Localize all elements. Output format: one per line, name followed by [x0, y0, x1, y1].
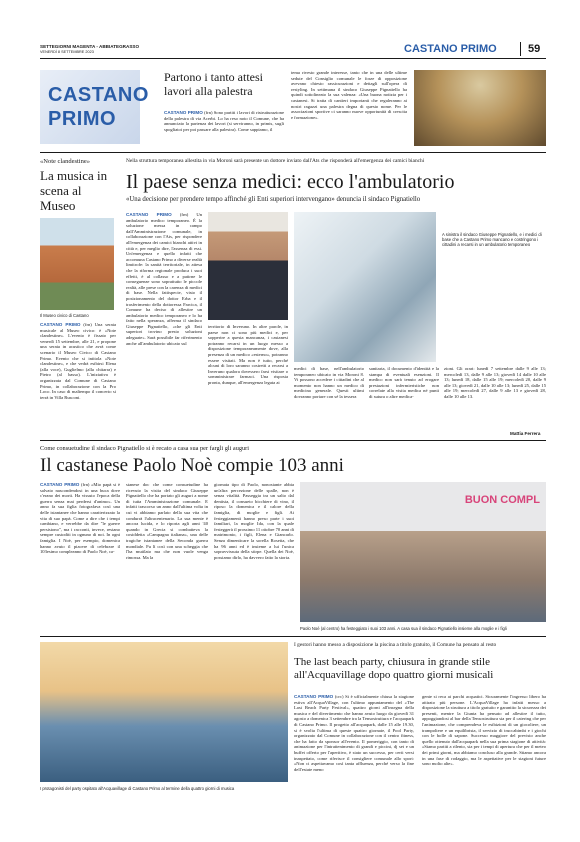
clinic-body-col5: zioni. Gli orari: lunedì 7 settembre dalle 9 alle 13; mercoledì 13, dalle 9 alle 13; giovedì 14 dalle 10 alle 13; lunedì 18, dalle 15 alle 19; mercoledì 20, dalle 9 alle 13; giovedì 21, dalle 10 alle 13; lunedì 25, dalle 15 alle 19; mercoledì 27, dalle 9 alle 13 e giovedì 28, dalle 10 alle 13. — [444, 366, 546, 399]
gym-bottom-rule — [40, 152, 546, 153]
birthday-photo-caption: Paolo Noè (al centro) ha festeggiato i suoi 103 anni. A casa sua il sindaco Pignatiello insieme alla moglie e i figli — [300, 626, 507, 631]
birthday-body-col3: giornata tipo di Paolo, nonostante abbia un'altra percezione delle spalle, non è senza vitalità. Passeggia tra un salto dal dentista, il consueto bicchiere di vino, il riposo la domenica e il calore della famiglia, di moglie e figli. Ai festeggiamenti hanno preso parte i suoi familiari, la moglie Ida, con la quale festeggerà il prossimo 11 ottobre 70 anni di matrimonio, i figli, Elena e Giancarlo. Senza dimenticare la sorella Rosetta, che ha 96 anni ed è insieme a lui l'unica sopravvissuta della stirpe. Quella dei Noè, possiamo dirlo, ha davvero fatto la storia. — [214, 482, 294, 560]
issue-date: VENERDÌ 8 SETTEMBRE 2023 — [40, 50, 94, 54]
birthday-kicker: Come consuetudine il sindaco Pignatiello si è recato a casa sua per fargli gli auguri — [40, 445, 250, 452]
birthday-title: Il castanese Paolo Noè compie 103 anni — [40, 455, 344, 476]
page-number: 59 — [528, 43, 541, 55]
museum-title: La musica in scena al Museo — [40, 168, 108, 213]
mayor-photo — [208, 212, 288, 320]
gym-photo — [414, 70, 546, 146]
party-photo-caption: I protagonisti del party ospitato all'Acquavillage di Castano Primo al termine della quattro giorni di musica — [40, 786, 235, 791]
gym-article-text-col1: (frn) Sono partiti i lavori di ristrutturazione della palestra di via Acerbi. Lo ha reso noto il Comune, che ha annunciato la partenza dei lavori (si serviranno, in primis, sugli spogliatoi per poi passare alla palestra). Come sappiamo, il — [164, 110, 284, 132]
clinic-photo-caption: A sinistra il sindaco Giuseppe Pignatiello, e i medici di base che a Castano Primo mancano e costringono i cittadini a recarsi in un ambulatorio temporaneo — [442, 232, 542, 248]
museum-body — [40, 322, 116, 400]
clinic-author: Mattia Ferrera — [510, 431, 541, 436]
header-divider — [520, 42, 521, 56]
party-title: The last beach party, chiusura in grande stile all'Acquavillage dopo quattro giorni musicali — [294, 656, 494, 681]
party-body-col1 — [294, 694, 414, 772]
clinic-body-col3: medici di base, nell'ambulatorio temporaneo ubicato in via Moroni 8. Vi possono accedere i cittadini che al momento non hanno un medico di medicina generale. Questi ultimi dovranno portare con sé la tessera — [294, 366, 364, 399]
clinic-text-col1: (frn) Un ambulatorio medico temporaneo. È la soluzione messa in campo dall'Amministrazione comunale, in collaborazione con l'Ats, per rispondere all'emergenza dei camici bianchi attivi in città e, per meglio dire, l'assenza di essi. Un'emergenza e quello infatti che accomuna Castano Primo a diverse realtà limitrofe: la sanità territoriale, in attesa che la riforma regionale produca i suoi effetti, è al collasso e a patirne le conseguenze sono soprattutto le piccole realtà, alle prese con la carenza di medici di base. Nella fattispecie, visto il posizionamento del dottor Erba e il trasferimento della dottoressa Farcica, il Comune ha deciso di allestire un ambulatorio medico temporaneo e lo ha fatto nella speranza, afferma il sindaco Giuseppe Pignatiello, «che gli Enti superiori trovino presto soluzioni adeguate». Sarà possibile far riferimento anche all'ambulatorio ubicato sul — [126, 212, 202, 346]
clinic-lead: CASTANO PRIMO — [126, 212, 172, 217]
party-text-col1: (crc) Si è ufficialmente chiusa la stagione estiva all'AcquaVillage, con l'ultimo appuntamento del «The Last Beach Party Festival», quattro giorni all'insegna della musica e del divertimento che hanno avuto luogo da giovedì 31 agosto a domenica 3 settembre tra la Tensostruttura e l'acquapark di Castano Primo. Il progetto all'acquapark, dalle 15 alle 19.30, si è svolta l'ultima di queste quattro giornate, il Pool Party, organizzato dal Comune in collaborazione con il centro fitness, che ha fatto da sponsor all'evento. Il pomeriggio, con tanto di animazione per l'intrattenimento di grandi e piccini, dj set e un buffet offerto per l'aperitivo, è stato un successo, per certi versi inaspettato, come riferisce il consigliere comunale allo sport: «Non ci aspettavamo così tanta affluenza, perché verso la fine dell'estate meno — [294, 694, 414, 772]
museum-text: (frn) Una serata musicale al Museo civico: è «Note clandestine». L'evento è fissato per venerdì 15 settembre, alle 21, e propone una serata in acustico che avrà come scenario il Museo Civico di Castano Primo. Evento che si intitola «Note clandestine», e che vedrà esibirsi Elena (alla voce), Guglielmo (alla chitarra) e Pietro (al basso). L'iniziativa è organizzata dal Comune di Castano Primo, in collaborazione con la Pro Loco. In caso di maltempo il concerto si terrà in Villa Rusconi. — [40, 322, 116, 400]
birthday-bottom-rule — [40, 636, 546, 637]
birthday-text-col1: (frn) «Mio papà si è salvato nascondendosi in una buca dove c'erano dei morti. Ha vissuto l'epoca della guerra senza mai perdersi d'animo». Un anno fa sua figlia fotografava così una delle istantanee che hanno caratterizzato la vita di suo papà. Come a dire che i tempi cambiano, e verrebbe da dire "le guerre persistono", ma i racconti, invece, restano sempre custoditi in ognuno di noi. In ogni famiglia. I Noè, per esempio, domenica hanno avuto il piacere di celebrare il 103esimo compleanno di Paolo Noè, ca- — [40, 482, 120, 555]
clinic-body-col2: territorio di Inveruno. In altre parole, in paese non ci sono più medici e, per sopperire a questa mancanza, i castanesi potranno recarsi in un luogo messo a disposizione temporaneamente dove, alla presenza di un medico «esterno», potranno essere visitati. Ma non è tutto, perché alcuni di loro saranno costretti a recarsi a Inveruno qualora dovessero farsi visitare o somministrare farmaci. Una risposta pronta, dunque, all'emergenza legata ai — [208, 324, 288, 385]
gym-article-body-col2: tema rivesto grande interesse, tanto che in una delle ultime sedute del Consiglio comunale le forze di opposizione avevano chiesto rassicurazioni e dettagli sull'opera di restyling. In settimana il sindaco Giuseppe Pignatiello ha quindi sottolineato la sua valenza: «Una buona notizia per i castanesi. Si tratta di cantieri importanti che regaleranno ai nostri ragazzi una palestra degna di questo nome. Per le associazioni sportive ci saranno nuove opportunità di crescita e formazione». — [291, 70, 407, 120]
stethoscope-photo — [294, 212, 436, 362]
museum-kicker: «Note clandestine» — [40, 158, 90, 165]
museum-photo — [40, 218, 114, 310]
museum-lead: CASTANO PRIMO — [40, 322, 81, 327]
gym-article-body-col1 — [164, 110, 284, 132]
party-kicker: I gestori hanno messo a disposizione la piscina a titolo gratuito, il Comune ha pensato al resto — [294, 642, 497, 648]
birthday-sign: BUON COMPL — [464, 494, 540, 506]
section-badge-line2: PRIMO — [48, 108, 117, 130]
birthday-lead: CASTANO PRIMO — [40, 482, 80, 487]
clinic-body-col4: sanitaria, il documento d'identità e la stampa di eventuali esenzioni. Il medico non sarà tenuto ad erogare prestazioni infermieristiche non correlate alla visita medica né punti di sutura o altre medica- — [369, 366, 439, 399]
clinic-title: Il paese senza medici: ecco l'ambulatorio — [126, 171, 455, 193]
clinic-subtitle: «Una decisione per prendere tempo affinché gli Enti superiori intervengano» denuncia il sindaco Pignatiello — [126, 196, 421, 203]
section-badge — [40, 70, 149, 144]
party-body-col2: gente si reca ai parchi acquatici. Sicuramente l'ingresso libero ha attirato più persone. L'AcquaVillage ha infatti messo a disposizione la struttura a titolo gratuito e garantito la sicurezza dei presenti, mentre la Giunta ha pensato ad allestire il tutto, appoggiandosi al bar della Tensostruttura sia per il catering che per l'animazione, che comprendeva le esibizioni di un giocoliere, un trampoliere e un equilibrista, il servizio di truccabimbi e i giochi con le bolle di sapone. Successo maggiore del previsto anche quello ottenuto dall'acquapark nella sua prima stagione di attività: «Siamo partiti a rilento, sia per i tempi di apertura che per il meteo dei primi giorni, ma abbiamo concluso alla grande. Stiamo ancora in una fase di rodaggio, ma le aspettative per le stagioni future sono molto alte». — [422, 694, 546, 767]
museum-photo-caption: Il Museo civico di Castano — [40, 313, 89, 318]
masthead: SETTEGIORNI MAGENTA - ABBIATEGRASSO — [40, 44, 140, 49]
party-photo — [40, 642, 288, 782]
clinic-body-col1 — [126, 212, 202, 346]
gym-article-title: Partono i tanto attesi lavori alla palestra — [164, 70, 263, 98]
section-badge-line1: CASTANO — [48, 84, 149, 106]
gym-article-lead: CASTANO PRIMO — [164, 110, 203, 115]
birthday-body-col2: stanese doc che come consuetudine ha ricevuto la visita del sindaco Giuseppe Pignatiello che ha portato gli auguri a nome di tutta l'Amministrazione comunale. E infatti trascorso un anno dall'ultima volta in cui vi abbiamo parlato della sua vita che condurrà l'ultracentenario. La sua mente è ancora lucida, e lo riporta agli anni '40 quando in Grecia si combatteva la cosiddetta «Campagna italiana», una delle tragiche istantanee della Seconda guerra mondiale. Fu lì così con una scheggia che l'ha mutilato ma che non vuole venga rimossa. Ma la — [126, 482, 208, 560]
header-rule — [40, 58, 546, 59]
birthday-photo — [300, 482, 546, 622]
party-lead: CASTANO PRIMO — [294, 694, 334, 699]
clinic-bottom-rule — [40, 440, 546, 441]
clinic-kicker: Nella struttura temporanea allestita in via Moroni sarà presente un dottore inviato dall'Ats che risponderà all'emergenza dei camici bianchi — [126, 158, 425, 164]
section-title: CASTANO PRIMO — [404, 43, 497, 55]
birthday-body-col1 — [40, 482, 120, 555]
